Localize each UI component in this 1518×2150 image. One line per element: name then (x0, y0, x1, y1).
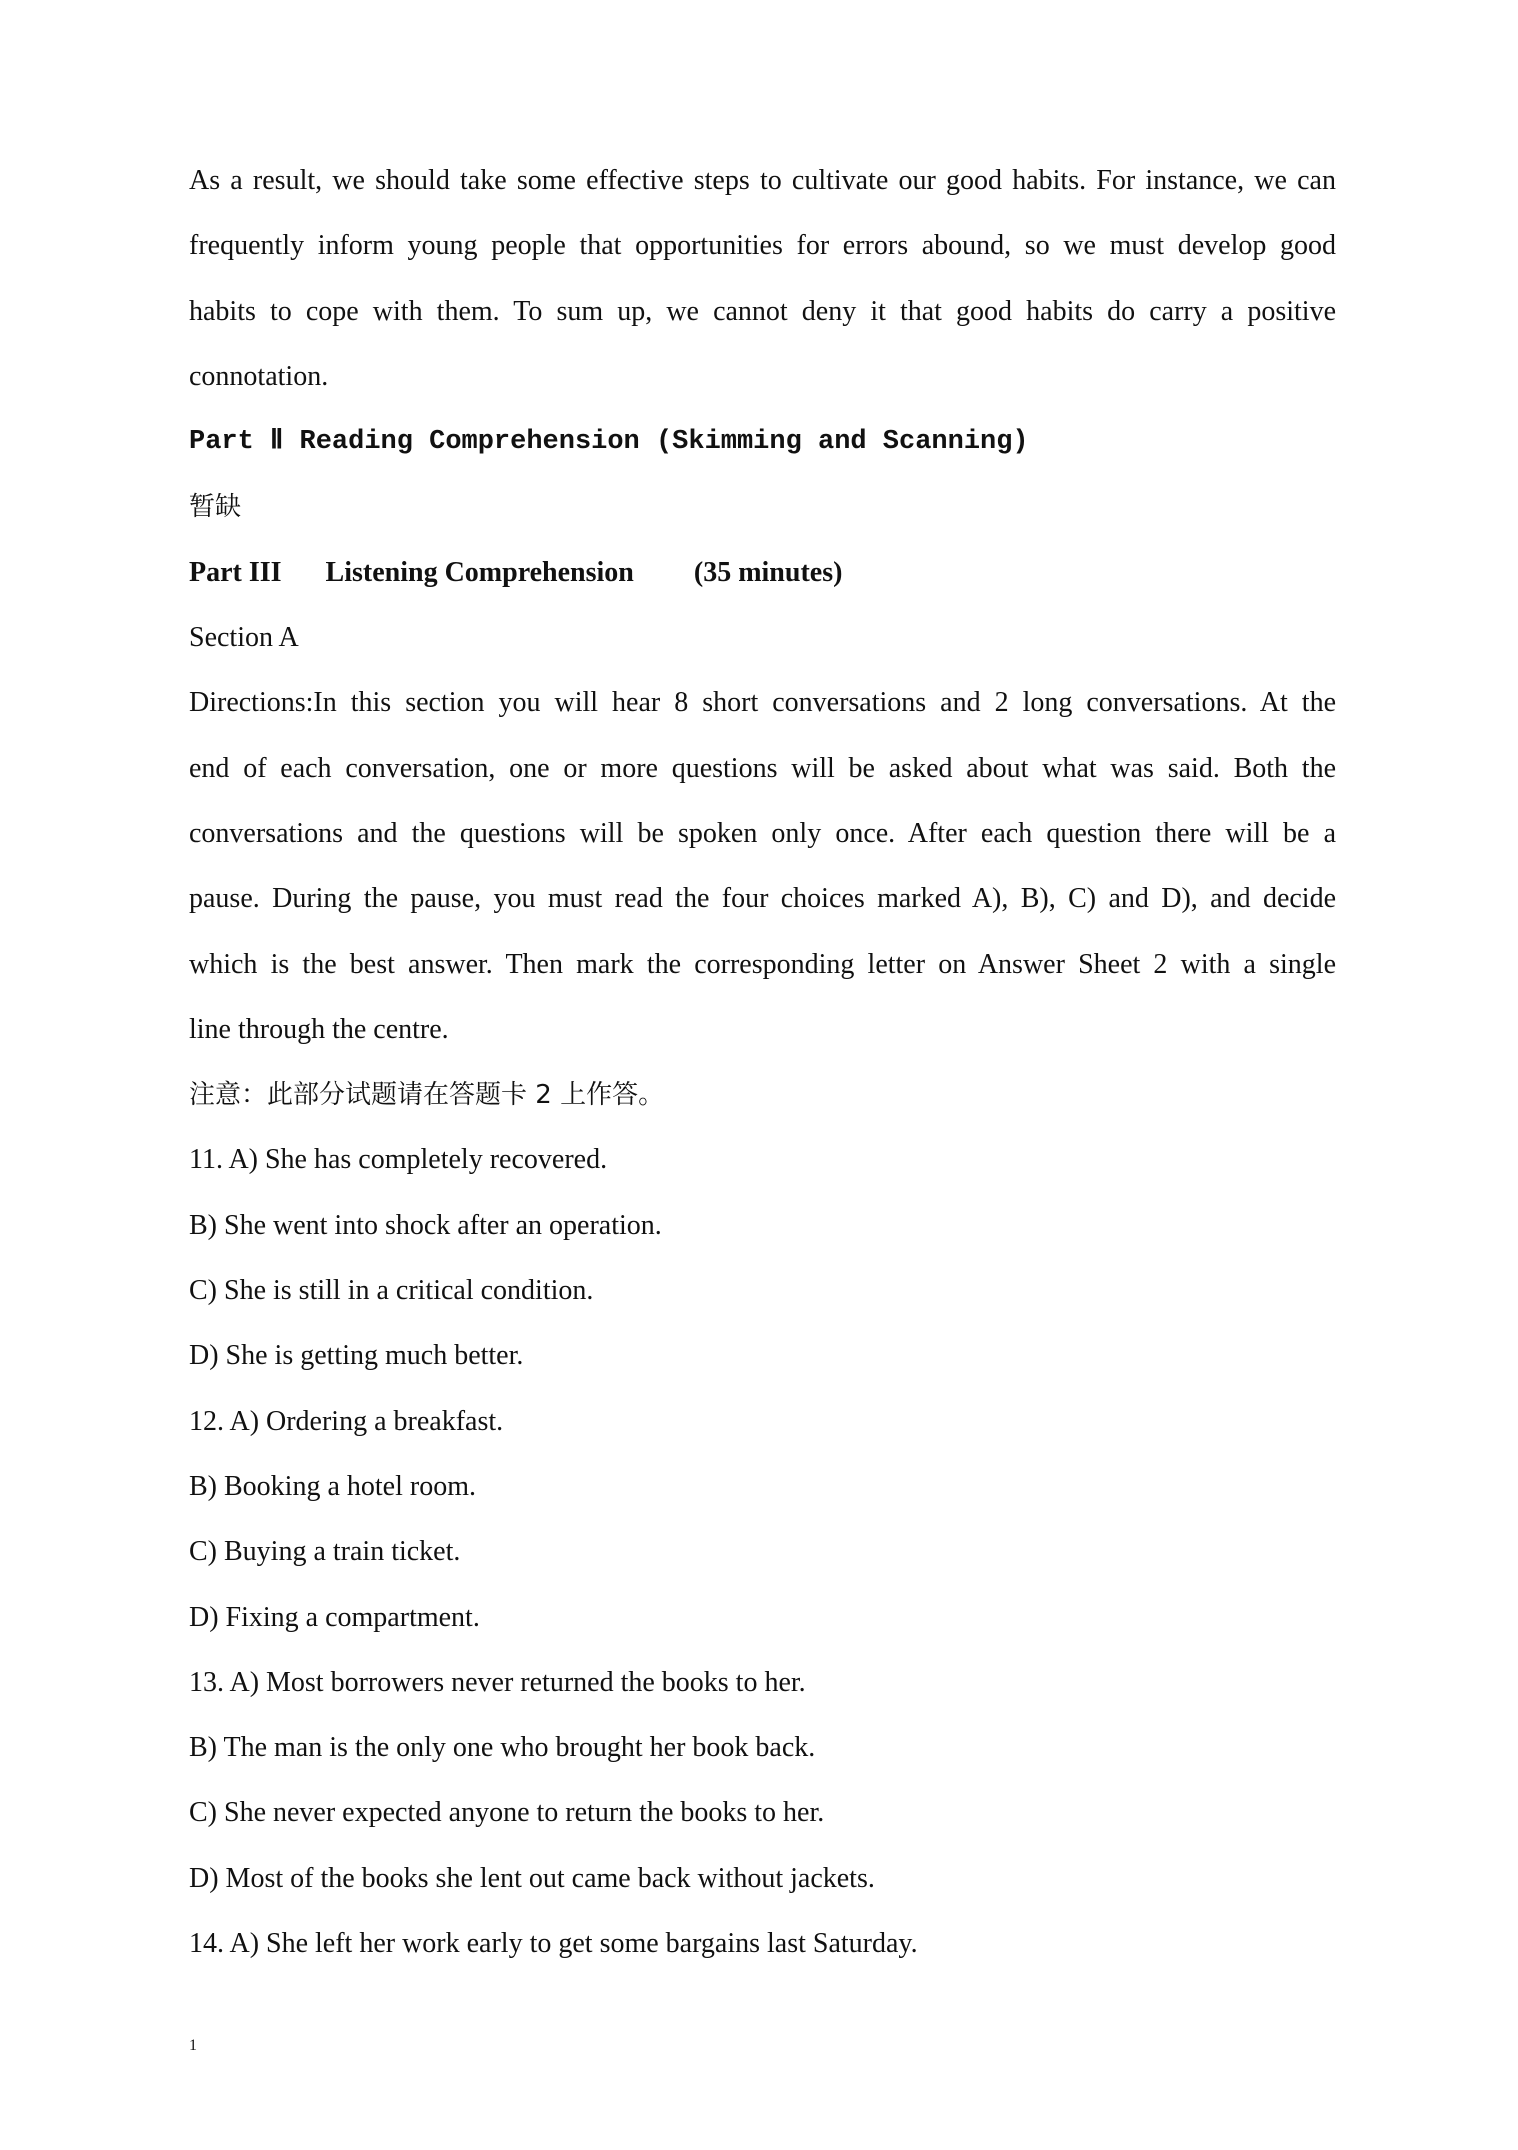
question-13-option-a: 13. A) Most borrowers never returned the books to her. (189, 1666, 806, 1698)
question-11-option-a: 11. A) She has completely recovered. (189, 1144, 608, 1176)
directions-line-6: line through the centre. (189, 1013, 449, 1045)
part3-duration: (35 minutes) (693, 556, 843, 588)
directions-line-1: Directions:In this section you will hear 8 short conversations and 2 long conversations. At the (189, 687, 1336, 719)
paragraph-line-1: As a result, we should take some effective steps to cultivate our good habits. For instance, we can (189, 165, 1336, 196)
page-number: 1 (189, 2037, 197, 2054)
question-14-option-a: 14. A) She left her work early to get some bargains last Saturday. (189, 1928, 918, 1960)
question-11-option-b: B) She went into shock after an operation. (189, 1209, 662, 1241)
answer-sheet-note: 注意：此部分试题请在答题卡 2 上作答。 (189, 1080, 665, 1111)
question-12-option-a: 12. A) Ordering a breakfast. (189, 1405, 504, 1437)
part3-label: Part III (189, 556, 282, 588)
question-11-option-c: C) She is still in a critical condition. (189, 1275, 594, 1307)
directions-line-2: end of each conversation, one or more questions will be asked about what was said. Both the (189, 752, 1336, 784)
question-14-number: 14. (189, 1928, 224, 1960)
directions-line-3: conversations and the questions will be spoken only once. After each question there will be a (189, 817, 1336, 849)
paragraph-line-3: habits to cope with them. To sum up, we cannot deny it that good habits do carry a positive (189, 295, 1336, 327)
question-11-number: 11. (189, 1144, 223, 1176)
part2-heading: Part Ⅱ Reading Comprehension (Skimming and Scanning) (189, 427, 1029, 458)
page-content (189, 160, 1336, 1988)
question-12-option-d: D) Fixing a compartment. (189, 1601, 480, 1633)
question-13-option-b: B) The man is the only one who brought her book back. (189, 1732, 816, 1764)
paragraph-line-4: connotation. (189, 360, 329, 392)
question-12-number: 12. (189, 1405, 224, 1437)
part3-heading (189, 552, 1336, 617)
question-12-option-c: C) Buying a train ticket. (189, 1536, 461, 1568)
part2-note: 暂缺 (189, 492, 242, 523)
question-12-option-b: B) Booking a hotel room. (189, 1470, 476, 1502)
paragraph-line-2: frequently inform young people that opportunities for errors abound, so we must develop good (189, 230, 1336, 262)
question-13-number: 13. (189, 1666, 224, 1698)
question-13-option-c: C) She never expected anyone to return the books to her. (189, 1797, 825, 1829)
directions-line-5: which is the best answer. Then mark the corresponding letter on Answer Sheet 2 with a single (189, 948, 1336, 980)
part3-title: Listening Comprehension (325, 556, 634, 588)
question-13-option-d: D) Most of the books she lent out came back without jackets. (189, 1862, 875, 1894)
section-a-label: Section A (189, 622, 299, 654)
directions-line-4: pause. During the pause, you must read the four choices marked A), B), C) and D), and decide (189, 883, 1336, 915)
question-11-option-d: D) She is getting much better. (189, 1340, 524, 1372)
